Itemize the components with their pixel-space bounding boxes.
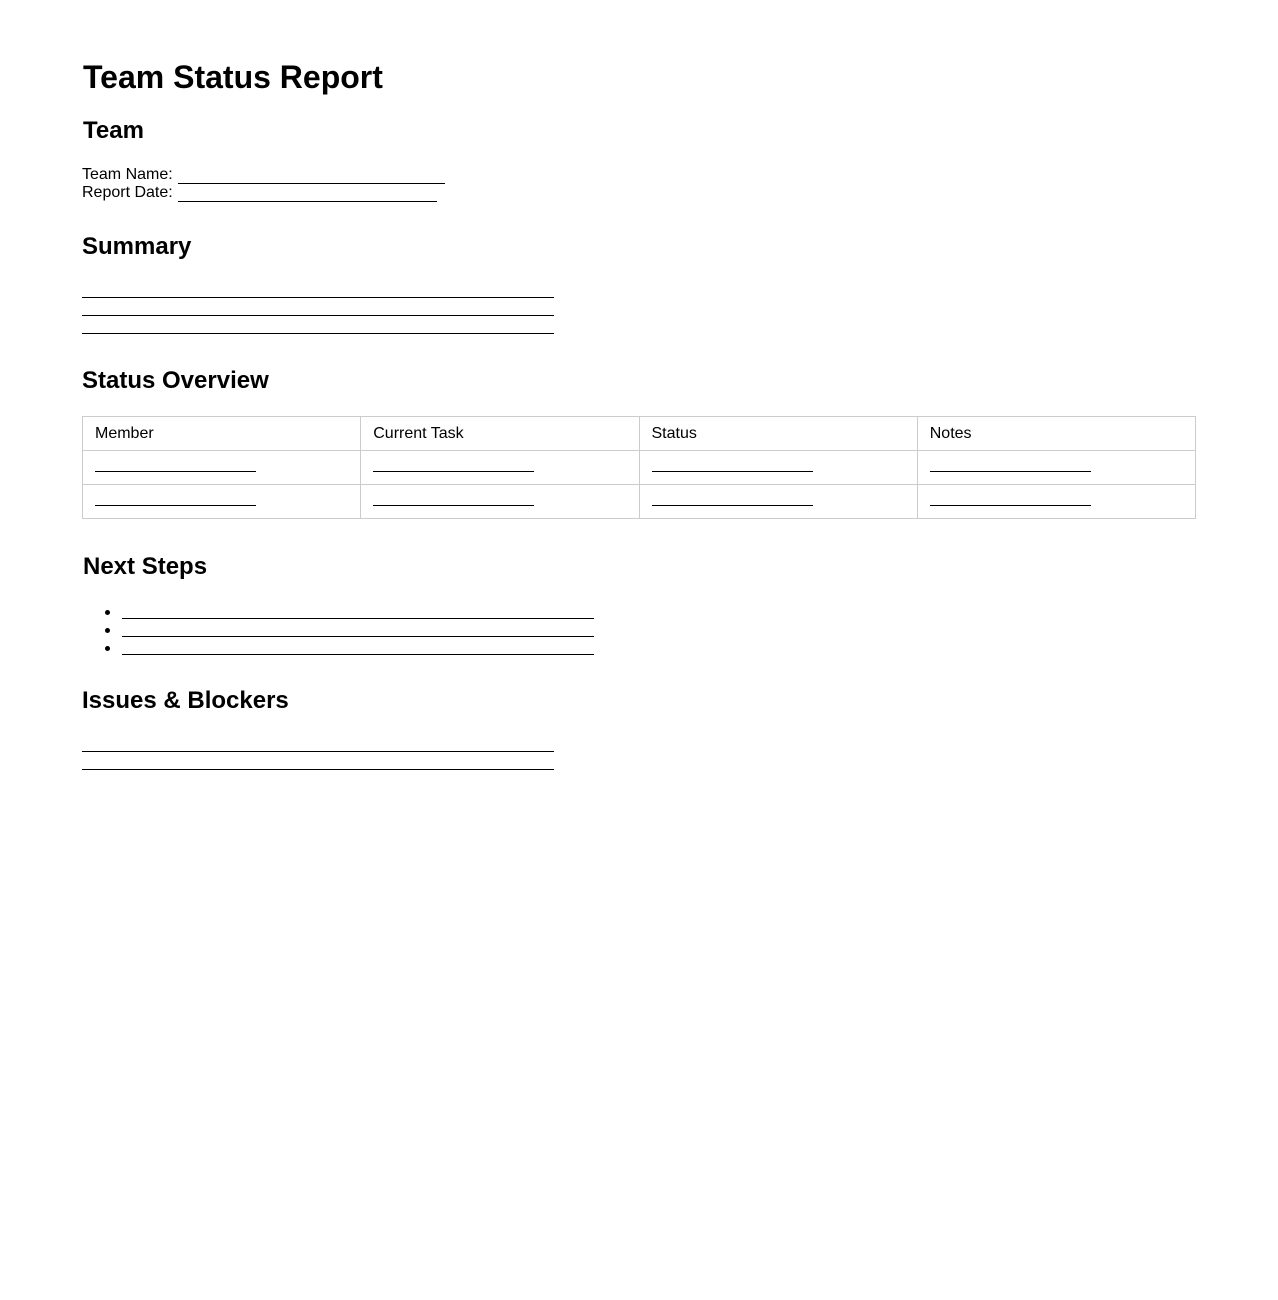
team-heading: Team	[83, 117, 144, 144]
current-task-blank[interactable]	[373, 505, 534, 506]
column-header-current-task: Current Task	[361, 417, 639, 451]
bullet-icon	[105, 628, 110, 633]
summary-heading: Summary	[82, 233, 192, 260]
table-cell-member	[83, 451, 361, 485]
notes-blank[interactable]	[930, 505, 1091, 506]
column-header-notes: Notes	[917, 417, 1195, 451]
status-overview-heading: Status Overview	[82, 367, 269, 394]
summary-line-3[interactable]	[82, 333, 554, 334]
summary-line-1[interactable]	[82, 297, 554, 298]
next-step-blank[interactable]	[122, 654, 594, 655]
table-cell-notes	[917, 485, 1195, 519]
column-header-member: Member	[83, 417, 361, 451]
team-name-label: Team Name:	[82, 166, 173, 183]
bullet-icon	[105, 646, 110, 651]
status-blank[interactable]	[652, 471, 813, 472]
next-step-blank[interactable]	[122, 618, 594, 619]
member-blank[interactable]	[95, 471, 256, 472]
table-cell-status	[639, 485, 917, 519]
table-cell-member	[83, 485, 361, 519]
column-header-status: Status	[639, 417, 917, 451]
next-steps-heading: Next Steps	[83, 553, 208, 580]
table-cell-status	[639, 451, 917, 485]
report-date-label: Report Date:	[82, 184, 173, 201]
summary-line-2[interactable]	[82, 315, 554, 316]
team-name-blank[interactable]	[178, 168, 445, 184]
table-cell-current-task	[361, 485, 639, 519]
next-step-blank[interactable]	[122, 636, 594, 637]
status-overview-table	[82, 416, 1196, 519]
team-name-field	[82, 166, 445, 184]
table-row	[83, 485, 1196, 519]
page-title: Team Status Report	[83, 59, 383, 95]
issues-blockers-heading: Issues & Blockers	[82, 687, 289, 714]
issues-line-2[interactable]	[82, 769, 554, 770]
report-date-blank[interactable]	[178, 186, 437, 202]
notes-blank[interactable]	[930, 471, 1091, 472]
table-cell-notes	[917, 451, 1195, 485]
issues-line-1[interactable]	[82, 751, 554, 752]
bullet-icon	[105, 610, 110, 615]
table-row	[83, 451, 1196, 485]
table-header-row	[83, 417, 1196, 451]
status-blank[interactable]	[652, 505, 813, 506]
table-cell-current-task	[361, 451, 639, 485]
report-date-field	[82, 184, 437, 202]
member-blank[interactable]	[95, 505, 256, 506]
current-task-blank[interactable]	[373, 471, 534, 472]
